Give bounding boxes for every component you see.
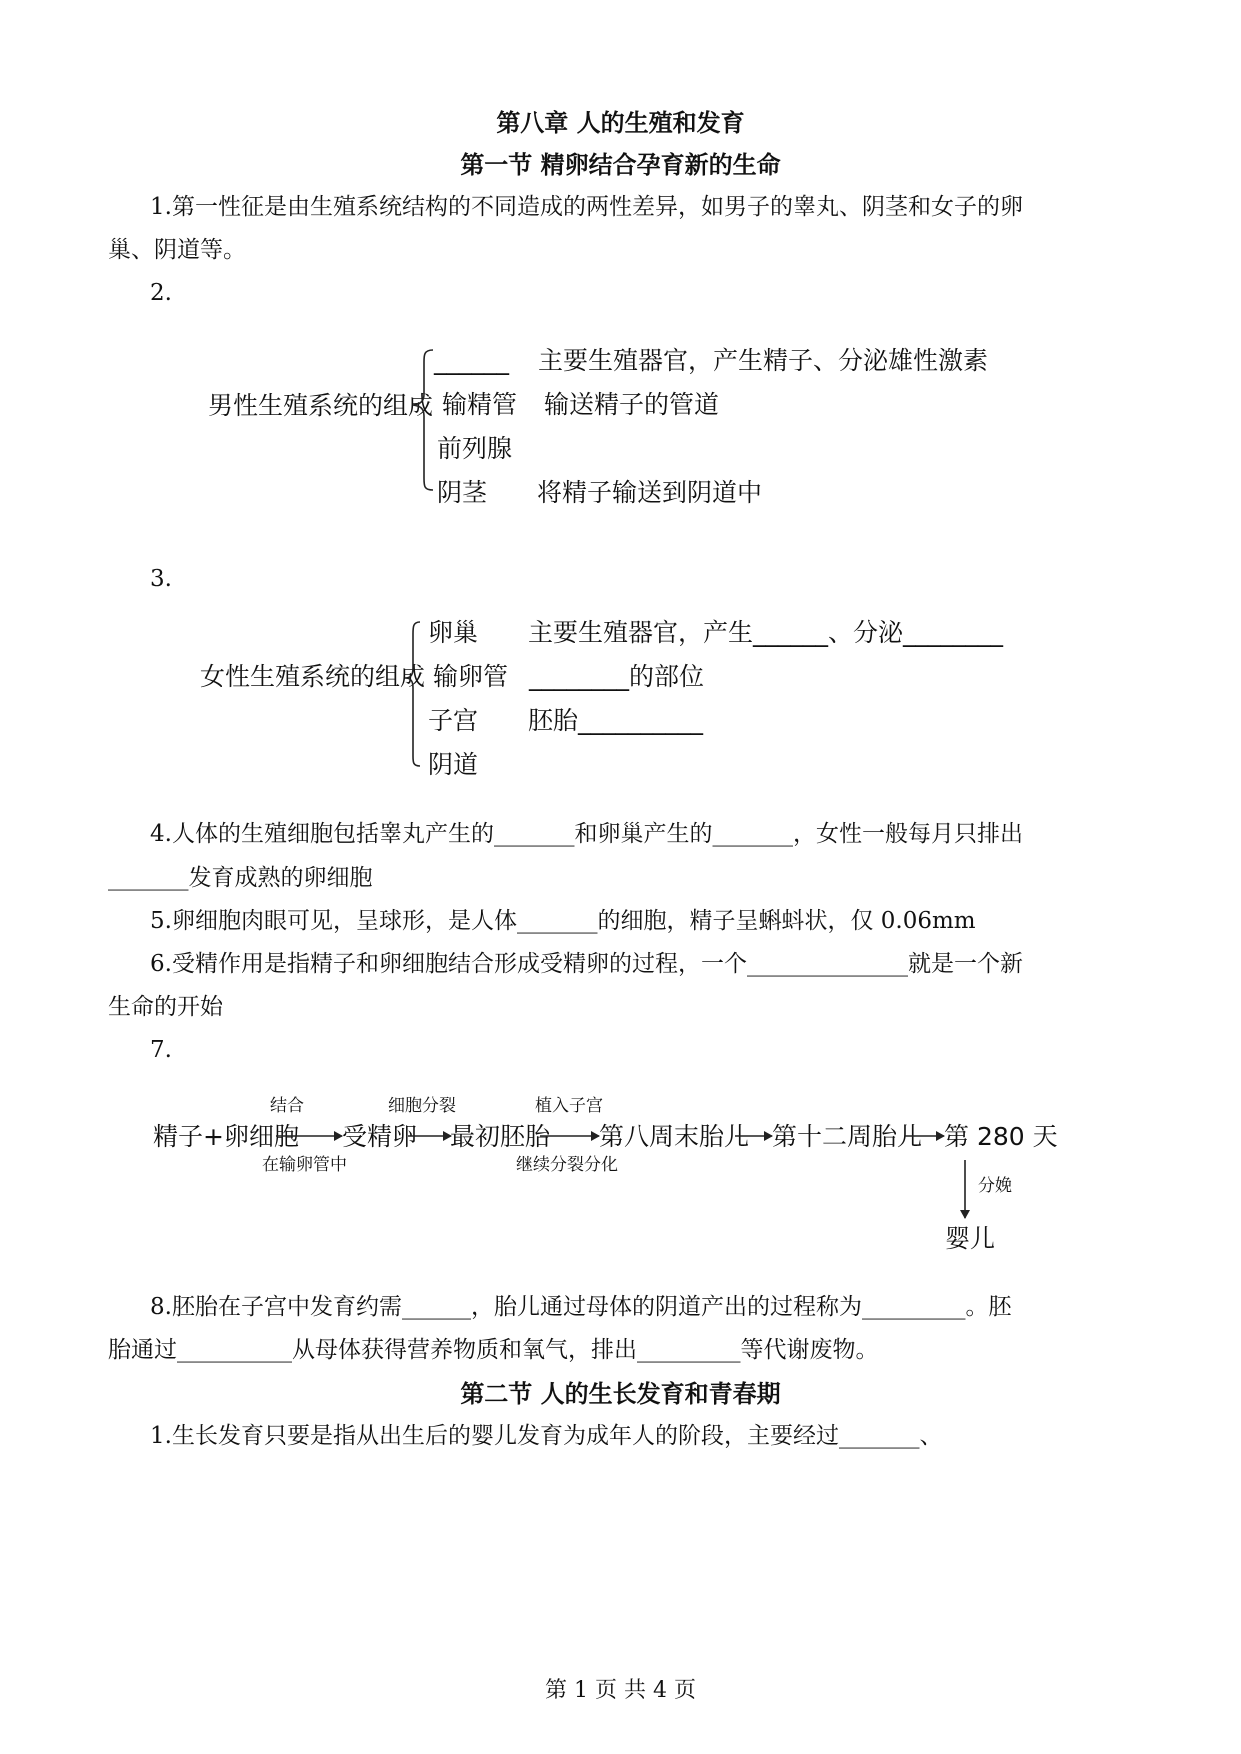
female-desc-ovary: 主要生殖器官，产生______、分泌________ [528, 618, 1004, 647]
female-organ-oviduct: 输卵管 [433, 662, 509, 691]
s2-q1-line-1: 1.生长发育只要是指从出生后的婴儿发育为成年人的阶段，主要经过_______、 [150, 1423, 943, 1449]
male-desc-testis: 主要生殖器官，产生精子、分泌雄性激素 [538, 346, 989, 375]
male-organ-vas-deferens: 输精管 [442, 390, 518, 419]
flow-label-delivery: 分娩 [978, 1176, 1012, 1196]
flow-label-implantation: 植入子宫 [535, 1096, 603, 1116]
female-brace [405, 622, 420, 766]
flow-label-cell-division: 细胞分裂 [388, 1096, 456, 1116]
female-organ-ovary: 卵巢 [428, 618, 479, 647]
q4-line-2: _______发育成熟的卵细胞 [108, 865, 373, 891]
q2-label: 2. [150, 280, 172, 306]
female-organ-uterus: 子宫 [428, 706, 479, 735]
female-organ-vagina: 阴道 [428, 750, 479, 779]
q7-label: 7. [150, 1037, 172, 1063]
q6-line-2: 生命的开始 [108, 994, 223, 1020]
q1-line-1: 1.第一性征是由生殖系统结构的不同造成的两性差异，如男子的睾丸、阴茎和女子的卵 [150, 194, 1023, 220]
female-diagram-root: 女性生殖系统的组成 [200, 662, 426, 691]
page-footer: 第 1 页 共 4 页 [545, 1678, 696, 1703]
flow-node-sperm-egg: 精子+卵细胞 [153, 1122, 299, 1151]
q6-line-1: 6.受精作用是指精子和卵细胞结合形成受精卵的过程，一个______________就是一个新 [150, 951, 1023, 977]
flow-label-further-division: 继续分裂分化 [516, 1155, 618, 1175]
female-desc-oviduct: ________的部位 [529, 662, 705, 691]
male-desc-vas-deferens: 输送精子的管道 [544, 390, 720, 419]
male-organ-testis-blank: ______ [434, 346, 509, 375]
q5: 5.卵细胞肉眼可见，呈球形，是人体_______的细胞，精子呈蝌蚪状，仅 0.06mm [150, 908, 976, 934]
q4-line-1: 4.人体的生殖细胞包括睾丸产生的_______和卵巢产生的_______，女性一般每月只排出 [150, 821, 1023, 847]
section-2-title: 第二节 人的生长发育和青春期 [460, 1379, 781, 1408]
flow-node-week-8-fetus: 第八周末胎儿 [599, 1122, 750, 1151]
q3-label: 3. [150, 566, 172, 592]
female-desc-uterus: 胚胎__________ [528, 706, 704, 735]
flow-node-day-280: 第 280 天 [944, 1122, 1058, 1151]
section-1-title: 第一节 精卵结合孕育新的生命 [460, 150, 781, 179]
flow-node-zygote: 受精卵 [342, 1122, 418, 1151]
flow-label-fertilization: 结合 [270, 1096, 304, 1116]
male-diagram-root: 男性生殖系统的组成 [208, 391, 434, 420]
male-organ-penis: 阴茎 [437, 478, 488, 507]
male-brace [413, 350, 433, 490]
male-organ-prostate: 前列腺 [437, 434, 513, 463]
q1-line-2: 巢、阴道等。 [108, 237, 246, 263]
male-desc-penis: 将精子输送到阴道中 [537, 478, 763, 507]
q8-line-1: 8.胚胎在子宫中发育约需______，胎儿通过母体的阴道产出的过程称为_________。胚 [150, 1294, 1012, 1320]
flow-node-week-12-fetus: 第十二周胎儿 [772, 1122, 923, 1151]
q8-line-2: 胎通过__________从母体获得营养物质和氧气，排出_________等代谢废物。 [108, 1337, 879, 1363]
flow-node-early-embryo: 最初胚胎 [450, 1122, 551, 1151]
flow-node-baby: 婴儿 [945, 1224, 996, 1253]
chapter-title: 第八章 人的生殖和发育 [496, 108, 745, 137]
flow-label-in-oviduct: 在输卵管中 [262, 1155, 347, 1175]
